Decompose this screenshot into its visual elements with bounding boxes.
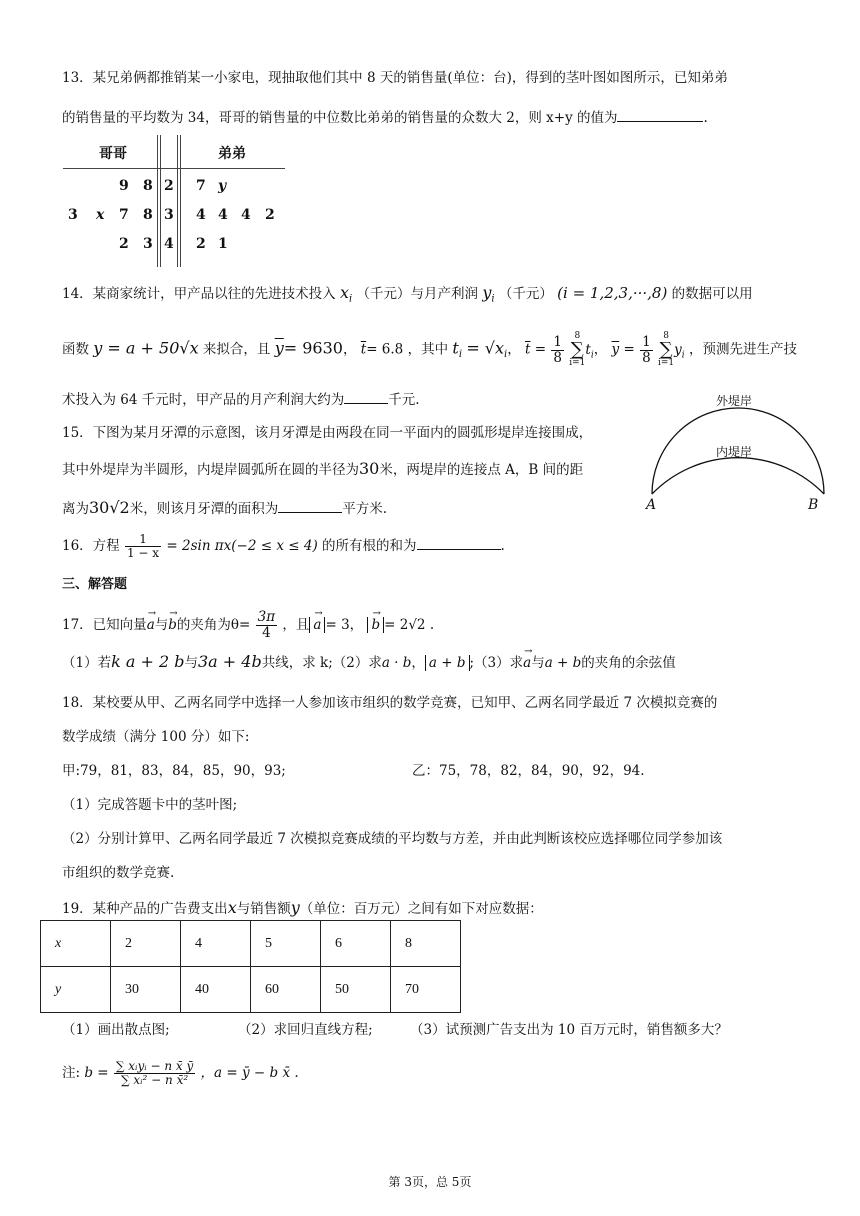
leaf: 2 bbox=[196, 236, 206, 252]
table-header-y: y bbox=[41, 967, 111, 1013]
stem: 2 bbox=[164, 178, 174, 194]
q18-part1: （1）完成答题卡中的茎叶图; bbox=[62, 797, 238, 813]
q14-line3: 术投入为 64 千元时，甲产品的月产利润大约为 千元. bbox=[62, 389, 420, 409]
q15-line1: 15．下图为某月牙潭的示意图，该月牙潭是由两段在同一平面内的圆弧形堤岸连接围成， bbox=[62, 425, 593, 441]
outer-bank-label: 外堤岸 bbox=[716, 394, 753, 408]
table-cell: 30 bbox=[111, 967, 181, 1013]
answer-blank[interactable] bbox=[278, 498, 342, 513]
table-cell: 40 bbox=[181, 967, 251, 1013]
stem-leaf-plot bbox=[63, 135, 285, 267]
q18-line1: 18．某校要从甲、乙两名同学中选择一人参加该市组织的数学竞赛，已知甲、乙两名同学最近 7 次模拟竞赛的 bbox=[62, 695, 718, 711]
table-cell: 5 bbox=[251, 921, 321, 967]
q18-jia-scores: 甲:79，81，83，84，85，90，93; bbox=[62, 763, 286, 779]
q19-part3: （3）试预测广告支出为 10 百万元时，销售额多大？ bbox=[410, 1022, 728, 1038]
table-cell: 50 bbox=[321, 967, 391, 1013]
point-a-label: A bbox=[646, 497, 657, 513]
fit-function: y = a + 50√x bbox=[93, 338, 199, 358]
leaf: 4 bbox=[196, 207, 206, 223]
table-header-x: x bbox=[41, 921, 111, 967]
stem: 3 bbox=[164, 207, 174, 223]
leaf: 3 bbox=[143, 236, 153, 252]
table-row bbox=[41, 921, 461, 967]
table-cell: 8 bbox=[391, 921, 461, 967]
q14-line2: 函数 y = a + 50√x 来拟合，且 $\overline{y}= 9630$， $\overline{t}= 6.8$ ，其中 $t_i = √x_i$， $\overline{t}$ = $\frac{1}{8}$ 8 ∑ i=1 $t_i$， $\overline{y}$ = $\frac{1}{8}$ 8 ∑ i=1 $y_i$ ，预测先进生产技 bbox=[62, 331, 797, 368]
leaf: 8 bbox=[143, 207, 153, 223]
q17-line1: 17．已知向量→ a与→ b的夹角为θ= $\frac{3\pi}{4}$ ，且 → a = 3， → b = 2√2 . bbox=[62, 610, 434, 641]
table-cell: 6 bbox=[321, 921, 391, 967]
table-row bbox=[41, 967, 461, 1013]
q16-line: 16．方程 $\frac{1}{1 - x}$ = 2sin πx(−2 ≤ x ≤ 4) 的所有根的和为 . bbox=[62, 532, 505, 561]
leaf: 8 bbox=[143, 178, 153, 194]
q15-line2: 其中外堤岸为半圆形，内堤岸圆弧所在圆的半径为30米，两堤岸的连接点 A，B 间的距 bbox=[62, 459, 584, 478]
inner-bank-label: 内堤岸 bbox=[716, 445, 753, 459]
table-cell: 60 bbox=[251, 967, 321, 1013]
q19-note: 注: b = $\frac{\text{∑ xᵢyᵢ − n x̄ ȳ}}{\text{∑ xᵢ² − n x̄²}}$ ，a = ȳ − b x̄ . bbox=[62, 1059, 299, 1088]
leaf: 7 bbox=[196, 178, 206, 194]
leaf: x bbox=[96, 207, 105, 223]
table-cell: 70 bbox=[391, 967, 461, 1013]
table-cell: 4 bbox=[181, 921, 251, 967]
leaf: 1 bbox=[218, 236, 228, 252]
leaf: 9 bbox=[119, 178, 129, 194]
q18-part2a: （2）分别计算甲、乙两名同学最近 7 次模拟竞赛成绩的平均数与方差，并由此判断该校应选择哪位同学参加该 bbox=[62, 831, 723, 847]
answer-blank[interactable] bbox=[344, 389, 388, 404]
q18-line2: 数学成绩（满分 100 分）如下: bbox=[62, 729, 250, 745]
q19-part2: （2）求回归直线方程; bbox=[238, 1022, 373, 1038]
q19-line1: 19．某种产品的广告费支出x与销售额y（单位：百万元）之间有如下对应数据： bbox=[62, 898, 543, 917]
leaf: y bbox=[218, 178, 227, 194]
left-header: 哥哥 bbox=[99, 146, 127, 162]
leaf: 4 bbox=[218, 207, 228, 223]
right-header: 弟弟 bbox=[218, 146, 246, 162]
leaf: 3 bbox=[68, 207, 78, 223]
leaf: 7 bbox=[119, 207, 129, 223]
answer-blank[interactable] bbox=[417, 535, 501, 550]
leaf: 4 bbox=[241, 207, 251, 223]
point-b-label: B bbox=[808, 497, 819, 513]
q17-line2: （1）若k a + 2 b与3a + 4b共线，求 k;（2）求a · b， a + b ;（3）求→ a与a + b的夹角的余弦值 bbox=[62, 652, 676, 672]
leaf: 2 bbox=[119, 236, 129, 252]
q18-yi-scores: 乙：75，78，82，84，90，92，94. bbox=[412, 763, 645, 779]
q19-part1: （1）画出散点图; bbox=[62, 1022, 170, 1038]
section-title: 三、解答题 bbox=[62, 577, 128, 592]
q13-line2: 的销售量的平均数为 34，哥哥的销售量的中位数比弟弟的销售量的众数大 2，则 x+y 的值为 . bbox=[62, 107, 708, 127]
xy-data-table bbox=[40, 920, 461, 1013]
answer-blank[interactable] bbox=[617, 107, 703, 122]
page-footer: 第 3页，总 5页 bbox=[388, 1175, 472, 1189]
q15-line3: 离为30√2米，则该月牙潭的面积为 平方米. bbox=[62, 498, 388, 517]
q13-line1: 13．某兄弟俩都推销某一小家电，现抽取他们其中 8 天的销售量(单位：台)，得到的茎叶图如图所示，已知弟弟 bbox=[62, 70, 728, 86]
q14-line1: 14．某商家统计，甲产品以往的先进技术投入 $x_i$ （千元）与月产利润 $y_i$ （千元） (i = 1,2,3,···,8) 的数据可以用 bbox=[62, 283, 753, 305]
table-cell: 2 bbox=[111, 921, 181, 967]
leaf: 2 bbox=[265, 207, 275, 223]
stem: 4 bbox=[164, 236, 174, 252]
q18-part2b: 市组织的数学竞赛. bbox=[62, 865, 175, 881]
